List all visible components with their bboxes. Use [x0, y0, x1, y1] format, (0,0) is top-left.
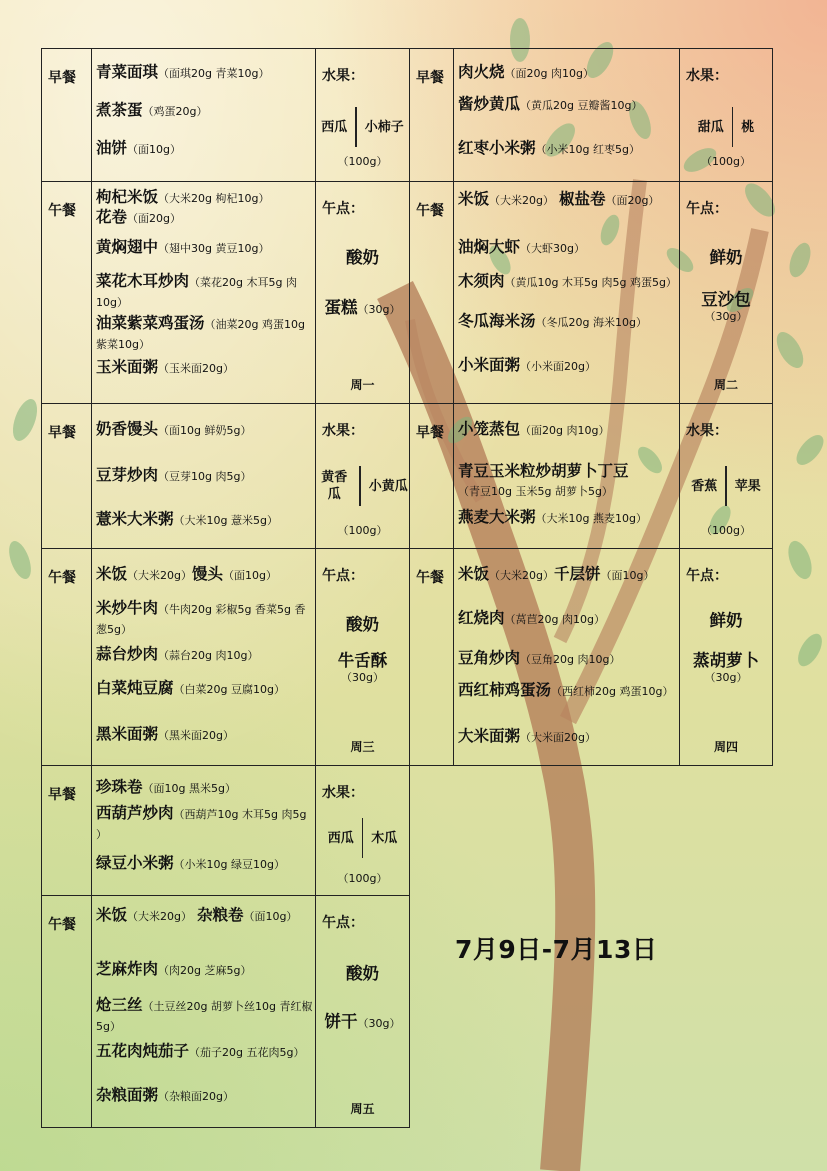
fruit-name: 苹果: [734, 478, 761, 494]
fruit-quantity: （100g）: [337, 155, 388, 168]
dish: 黑米面粥（黑米面20g）: [96, 725, 234, 743]
dish: 豆角炒肉（豆角20g 肉10g）: [458, 649, 621, 667]
fruit-name: 木瓜: [371, 830, 398, 846]
dish: 薏米大米粥（大米10g 薏米5g）: [96, 510, 278, 528]
snack-item: 酸奶: [346, 615, 379, 634]
mon-lunch-dishes: [91, 181, 316, 404]
snack-item: 鲜奶: [709, 248, 743, 267]
dish: 西葫芦炒肉（西葫芦10g 木耳5g 肉5g ）: [96, 804, 307, 841]
thu-lunch-label: 午餐: [409, 548, 454, 766]
dish: 肉火烧（面20g 肉10g）: [458, 63, 594, 81]
wed-snack-cell: 午点： 酸奶 牛舌酥 （30g） 周三: [315, 548, 410, 766]
thu-fruit-cell: 水果： 香蕉 苹果 （100g）: [679, 403, 773, 549]
fruit-name: 小柿子: [364, 119, 404, 135]
snack-item: 饼干（30g）: [324, 1012, 401, 1031]
snack-quantity: （30g）: [704, 310, 748, 323]
dish: 炝三丝（土豆丝20g 胡萝卜丝10g 青红椒5g）: [96, 996, 313, 1033]
snack-item: 豆沙包: [701, 290, 751, 309]
mon-lunch-label: 午餐: [41, 181, 92, 404]
dish: 红烧肉（莴苣20g 肉10g）: [458, 609, 605, 627]
dish: 五花肉炖茄子（茄子20g 五花肉5g）: [96, 1042, 305, 1060]
fri-snack-cell: 午点： 酸奶 饼干（30g） 周五: [315, 895, 410, 1128]
dish: 米饭（大米20g） 杂粮卷（面10g）: [96, 906, 298, 924]
fruit-quantity: （100g）: [337, 872, 388, 885]
dish: 绿豆小米粥（小米10g 绿豆10g）: [96, 854, 285, 872]
dish: 杂粮面粥（杂粮面20g）: [96, 1086, 234, 1104]
dish: 芝麻炸肉（肉20g 芝麻5g）: [96, 960, 252, 978]
wed-lunch-dishes: [91, 548, 316, 766]
wed-fruit-cell: 水果： 黄香瓜 小黄瓜 （100g）: [315, 403, 410, 549]
fruit-name: 桃: [741, 119, 755, 135]
dish: 菜花木耳炒肉（菜花20g 木耳5g 肉10g）: [96, 272, 297, 309]
snack-item: 酸奶: [346, 964, 379, 983]
dish: 青菜面琪（面琪20g 青菜10g）: [96, 63, 270, 81]
dish: 小笼蒸包（面20g 肉10g）: [458, 420, 610, 438]
mon-snack-cell: 午点： 酸奶 蛋糕（30g） 周一: [315, 181, 410, 404]
dish: 白菜炖豆腐（白菜20g 豆腐10g）: [96, 679, 285, 697]
fruit-name: 香蕉: [691, 478, 718, 494]
dish: 蒜台炒肉（蒜台20g 肉10g）: [96, 645, 259, 663]
fri-lunch-label: 午餐: [41, 895, 92, 1128]
dish: 花卷（面20g）: [96, 208, 181, 226]
tue-breakfast-dishes: [453, 48, 680, 182]
dish: 玉米面粥（玉米面20g）: [96, 358, 234, 376]
dish: 油饼（面10g）: [96, 139, 181, 157]
dish: 冬瓜海米汤（冬瓜20g 海米10g）: [458, 312, 647, 330]
fri-breakfast-label: 早餐: [41, 765, 92, 896]
snack-item: 酸奶: [346, 248, 379, 267]
tue-snack-cell: 午点： 鲜奶 豆沙包 （30g） 周二: [679, 181, 773, 404]
snack-quantity: （30g）: [704, 671, 748, 684]
dish: 油焖大虾（大虾30g）: [458, 238, 585, 256]
dish: 奶香馒头（面10g 鲜奶5g）: [96, 420, 252, 438]
snack-item: 牛舌酥: [337, 651, 388, 670]
dish: 红枣小米粥（小米10g 红枣5g）: [458, 139, 640, 157]
fri-breakfast-dishes: [91, 765, 316, 896]
snack-item: 蒸胡萝卜: [693, 651, 759, 670]
fri-lunch-dishes: [91, 895, 316, 1128]
dish: 米饭（大米20g）千层饼（面10g）: [458, 565, 655, 583]
fruit-name: 西瓜: [327, 830, 354, 846]
dish: 小米面粥（小米面20g）: [458, 356, 596, 374]
date-range-title: 7月9日-7月13日: [455, 935, 658, 964]
dish: 米饭（大米20g） 椒盐卷（面20g）: [458, 190, 660, 208]
fruit-name: 黄香瓜: [321, 470, 348, 502]
fruit-name: 小黄瓜: [368, 478, 408, 494]
dish: 豆芽炒肉（豆芽10g 肉5g）: [96, 466, 252, 484]
tue-fruit-cell: 水果： 甜瓜 桃 （100g）: [679, 48, 773, 182]
dish: 米饭（大米20g）馒头（面10g）: [96, 565, 277, 583]
weekday-label: 周四: [713, 740, 738, 754]
dish: 西红柿鸡蛋汤（西红柿20g 鸡蛋10g）: [458, 681, 674, 699]
thu-lunch-dishes: [453, 548, 680, 766]
dish: 黄焖翅中（翅中30g 黄豆10g）: [96, 238, 270, 256]
dish: 木须肉（黄瓜10g 木耳5g 肉5g 鸡蛋5g）: [458, 272, 677, 290]
wed-breakfast-dishes: [91, 403, 316, 549]
fri-fruit-cell: 水果： 西瓜 木瓜 （100g）: [315, 765, 410, 896]
weekday-label: 周三: [350, 740, 375, 754]
tue-lunch-label: 午餐: [409, 181, 454, 404]
mon-breakfast-label: 早餐: [41, 48, 92, 182]
dish: 米炒牛肉（牛肉20g 彩椒5g 香菜5g 香葱5g）: [96, 599, 306, 636]
dish: 青豆玉米粒炒胡萝卜丁豆 （青豆10g 玉米5g 胡萝卜5g）: [458, 462, 629, 498]
thu-breakfast-label: 早餐: [409, 403, 454, 549]
fruit-name: 西瓜: [321, 119, 348, 135]
thu-breakfast-dishes: [453, 403, 680, 549]
fruit-quantity: （100g）: [701, 155, 751, 168]
dish: 珍珠卷（面10g 黑米5g）: [96, 778, 236, 796]
dish: 燕麦大米粥（大米10g 燕麦10g）: [458, 508, 647, 526]
fruit-quantity: （100g）: [337, 524, 388, 537]
weekly-menu-table: [41, 48, 773, 1128]
snack-item: 鲜奶: [709, 611, 743, 630]
dish: 油菜紫菜鸡蛋汤（油菜20g 鸡蛋10g 紫菜10g）: [96, 314, 305, 351]
mon-fruit-cell: 水果： 西瓜 小柿子 （100g）: [315, 48, 410, 182]
wed-breakfast-label: 早餐: [41, 403, 92, 549]
snack-item: 蛋糕（30g）: [324, 298, 401, 317]
fruit-name: 甜瓜: [697, 119, 724, 135]
fruit-quantity: （100g）: [701, 524, 751, 537]
dish: 酱炒黄瓜（黄瓜20g 豆瓣酱10g）: [458, 95, 643, 113]
tue-lunch-dishes: [453, 181, 680, 404]
weekday-label: 周二: [713, 378, 738, 392]
mon-breakfast-dishes: [91, 48, 316, 182]
weekday-label: 周五: [350, 1102, 375, 1116]
tue-breakfast-label: 早餐: [409, 48, 454, 182]
wed-lunch-label: 午餐: [41, 548, 92, 766]
dish: 煮茶蛋（鸡蛋20g）: [96, 101, 208, 119]
weekday-label: 周一: [350, 378, 375, 392]
thu-snack-cell: 午点： 鲜奶 蒸胡萝卜 （30g） 周四: [679, 548, 773, 766]
snack-quantity: （30g）: [341, 671, 384, 684]
dish: 枸杞米饭（大米20g 枸杞10g）: [96, 188, 270, 206]
dish: 大米面粥（大米面20g）: [458, 727, 596, 745]
